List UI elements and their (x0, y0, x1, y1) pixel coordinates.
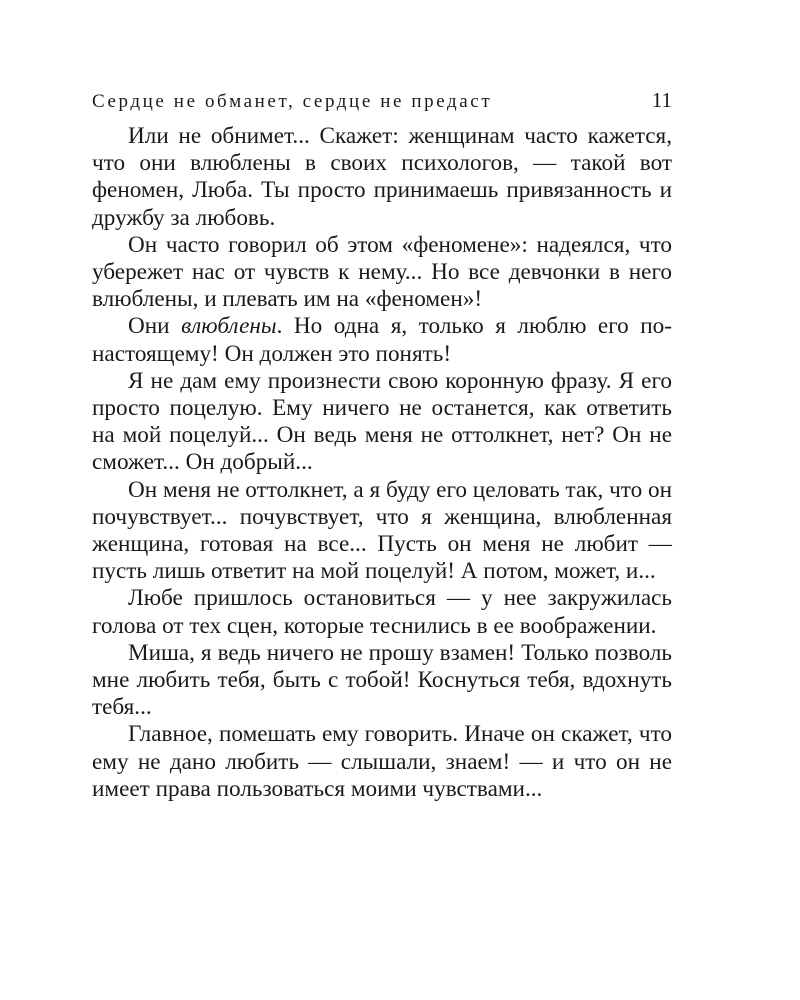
paragraph-text: Он меня не оттолкнет, а я буду его целовать так, что он почувствует... почувствует, что я женщина, влюбленная женщина, готовая на все... Пусть он меня не любит — пусть лишь ответит на мой поцелуй! А потом, может, и... (92, 476, 672, 585)
paragraph (92, 477, 672, 586)
paragraph-text: . Но одна я, только я люблю его по-настоящему! Он должен это понять! (92, 313, 672, 367)
paragraph-text: Любе пришлось остановиться — у нее закружилась голова от тех сцен, которые теснились в ее воображении. (92, 585, 672, 639)
page-number: 11 (651, 88, 672, 112)
book-page (92, 88, 672, 803)
paragraph (92, 721, 672, 803)
paragraph (92, 313, 672, 367)
paragraph (92, 232, 672, 314)
paragraph-text: Я не дам ему произнести свою коронную фразу. Я его просто поцелую. Ему ничего не останется, как ответить на мой поцелуй... Он ведь меня не оттолкнет, нет? Он не сможет... Он добрый... (92, 367, 672, 476)
paragraph-text: Миша, я ведь ничего не прошу взамен! Только позволь мне любить тебя, быть с тобой! Коснуться тебя, вдохнуть тебя... (92, 639, 672, 721)
body-text (92, 123, 672, 803)
paragraph (92, 585, 672, 639)
paragraph-text: Или не обнимет... Скажет: женщинам часто кажется, что они влюблены в своих психологов, — такой вот феномен, Люба. Ты просто принимаешь привязанность и дружбу за любовь. (92, 123, 672, 231)
paragraph-text: Они (128, 313, 182, 340)
paragraph (92, 368, 672, 477)
emphasized-word: влюблены (181, 313, 277, 340)
paragraph-text: Главное, помешать ему говорить. Иначе он скажет, что ему не дано любить — слышали, знаем! — и что он не имеет права пользоваться моими чувствами... (92, 721, 672, 802)
paragraph-text: Он часто говорил об этом «феномене»: надеялся, что убережет нас от чувств к нему... Но все девчонки в него влюблены, и плевать им на «феномен»! (92, 231, 672, 313)
running-head (92, 88, 672, 113)
paragraph (92, 640, 672, 722)
running-title: Сердце не обманет, сердце не предаст (92, 91, 493, 112)
paragraph (92, 123, 672, 232)
